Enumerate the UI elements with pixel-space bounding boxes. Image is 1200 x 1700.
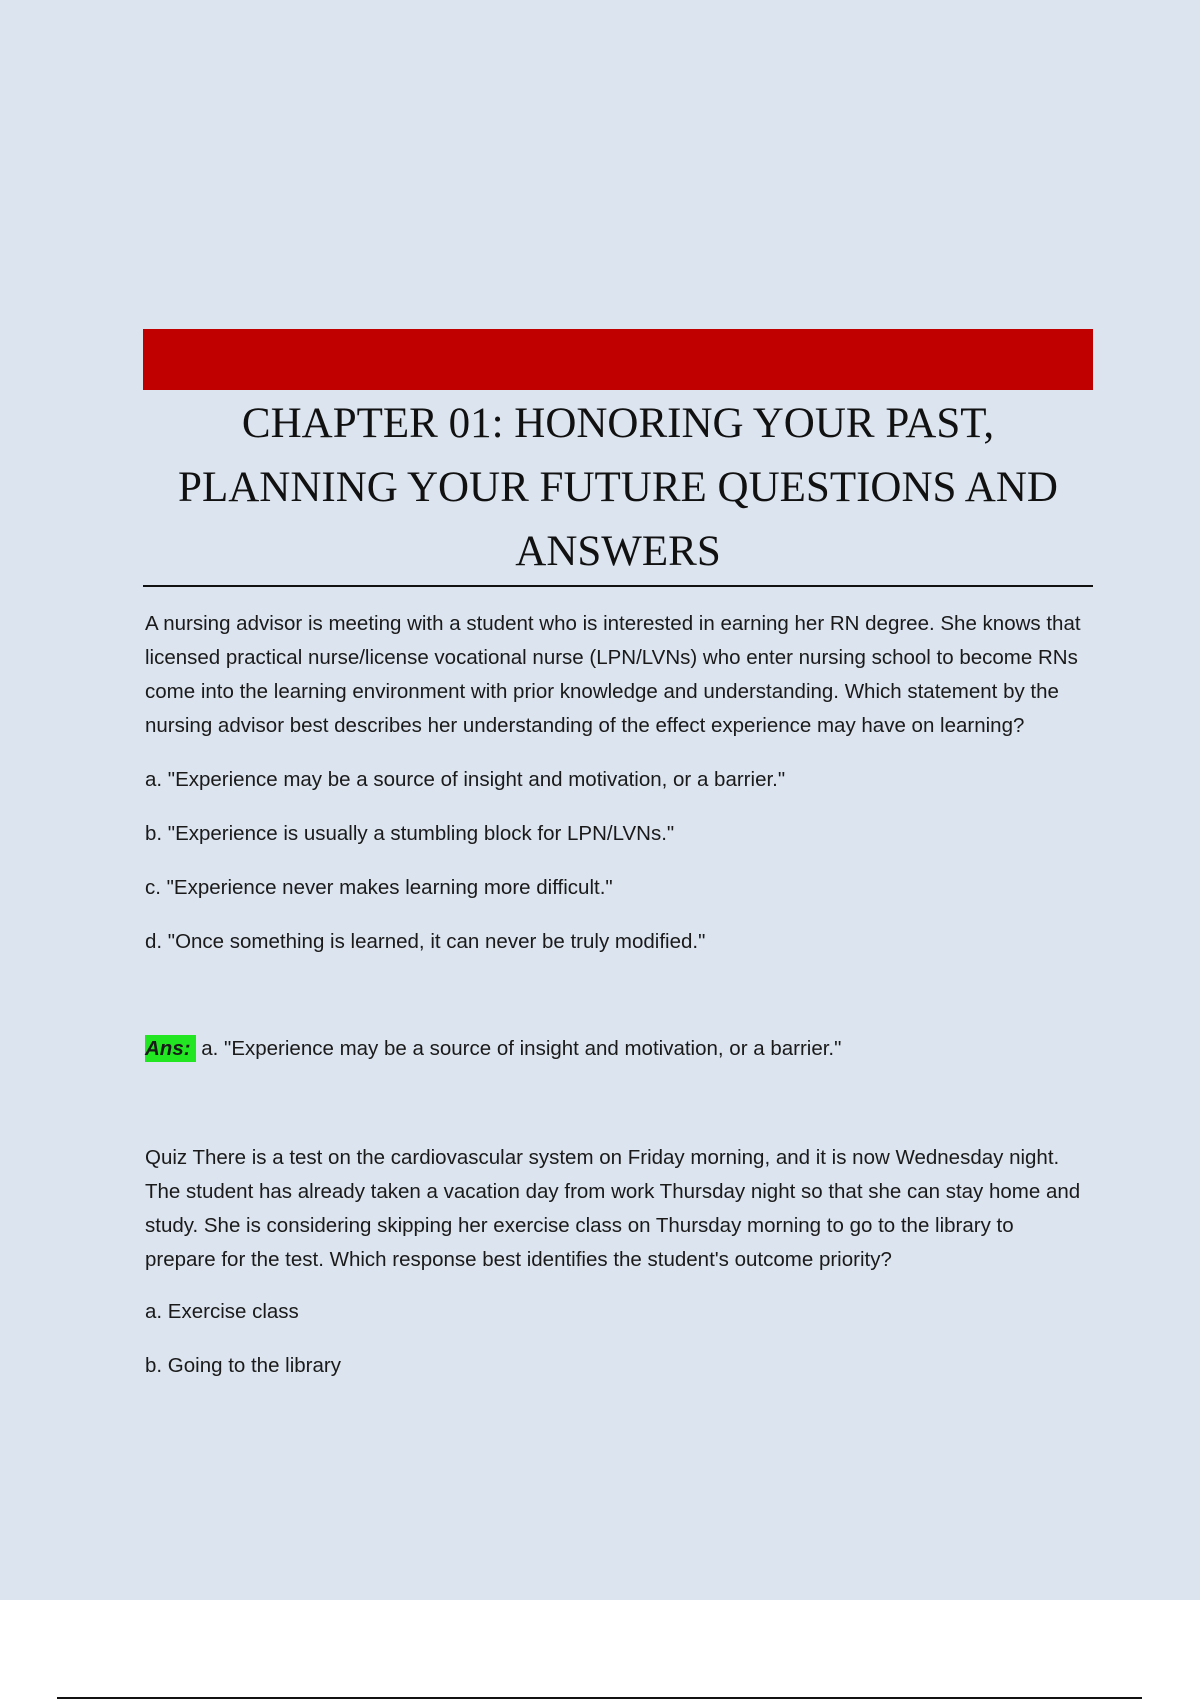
title-divider <box>143 585 1093 587</box>
answer-label: Ans: <box>145 1035 196 1062</box>
option-d: d. "Once something is learned, it can never be truly modified." <box>145 930 706 953</box>
question-stem: Quiz There is a test on the cardiovascular system on Friday morning, and it is now Wednesday night. The student has already taken a vacation day from work Thursday night so that she can stay home and study. She is considering skipping her exercise class on Thursday morning to go to the library to prepare for the test. Which response best identifies the student's outcome priority? <box>145 1146 1081 1271</box>
option-c: c. "Experience never makes learning more difficult." <box>145 876 613 899</box>
option-a: a. Exercise class <box>145 1300 299 1323</box>
option-a: a. "Experience may be a source of insight and motivation, or a barrier." <box>145 768 786 791</box>
chapter-banner <box>143 329 1093 390</box>
option-b: b. Going to the library <box>145 1354 341 1377</box>
question-content <box>145 607 1085 1383</box>
chapter-title: CHAPTER 01: HONORING YOUR PAST, PLANNING YOUR FUTURE QUESTIONS AND ANSWERS <box>178 400 1058 575</box>
question-2 <box>145 1141 1085 1383</box>
answer-line <box>145 1032 1085 1066</box>
option-b: b. "Experience is usually a stumbling block for LPN/LVNs." <box>145 822 675 845</box>
question-1 <box>145 607 1085 1066</box>
footer-divider <box>57 1697 1142 1699</box>
answer-text: a. "Experience may be a source of insight and motivation, or a barrier." <box>195 1037 842 1060</box>
question-stem: A nursing advisor is meeting with a student who is interested in earning her RN degree. She knows that licensed practical nurse/license vocational nurse (LPN/LVNs) who enter nursing school to become RNs come into the learning environment with prior knowledge and understanding. Which statement by the nursing advisor best describes her understanding of the effect experience may have on learning? <box>145 612 1081 737</box>
